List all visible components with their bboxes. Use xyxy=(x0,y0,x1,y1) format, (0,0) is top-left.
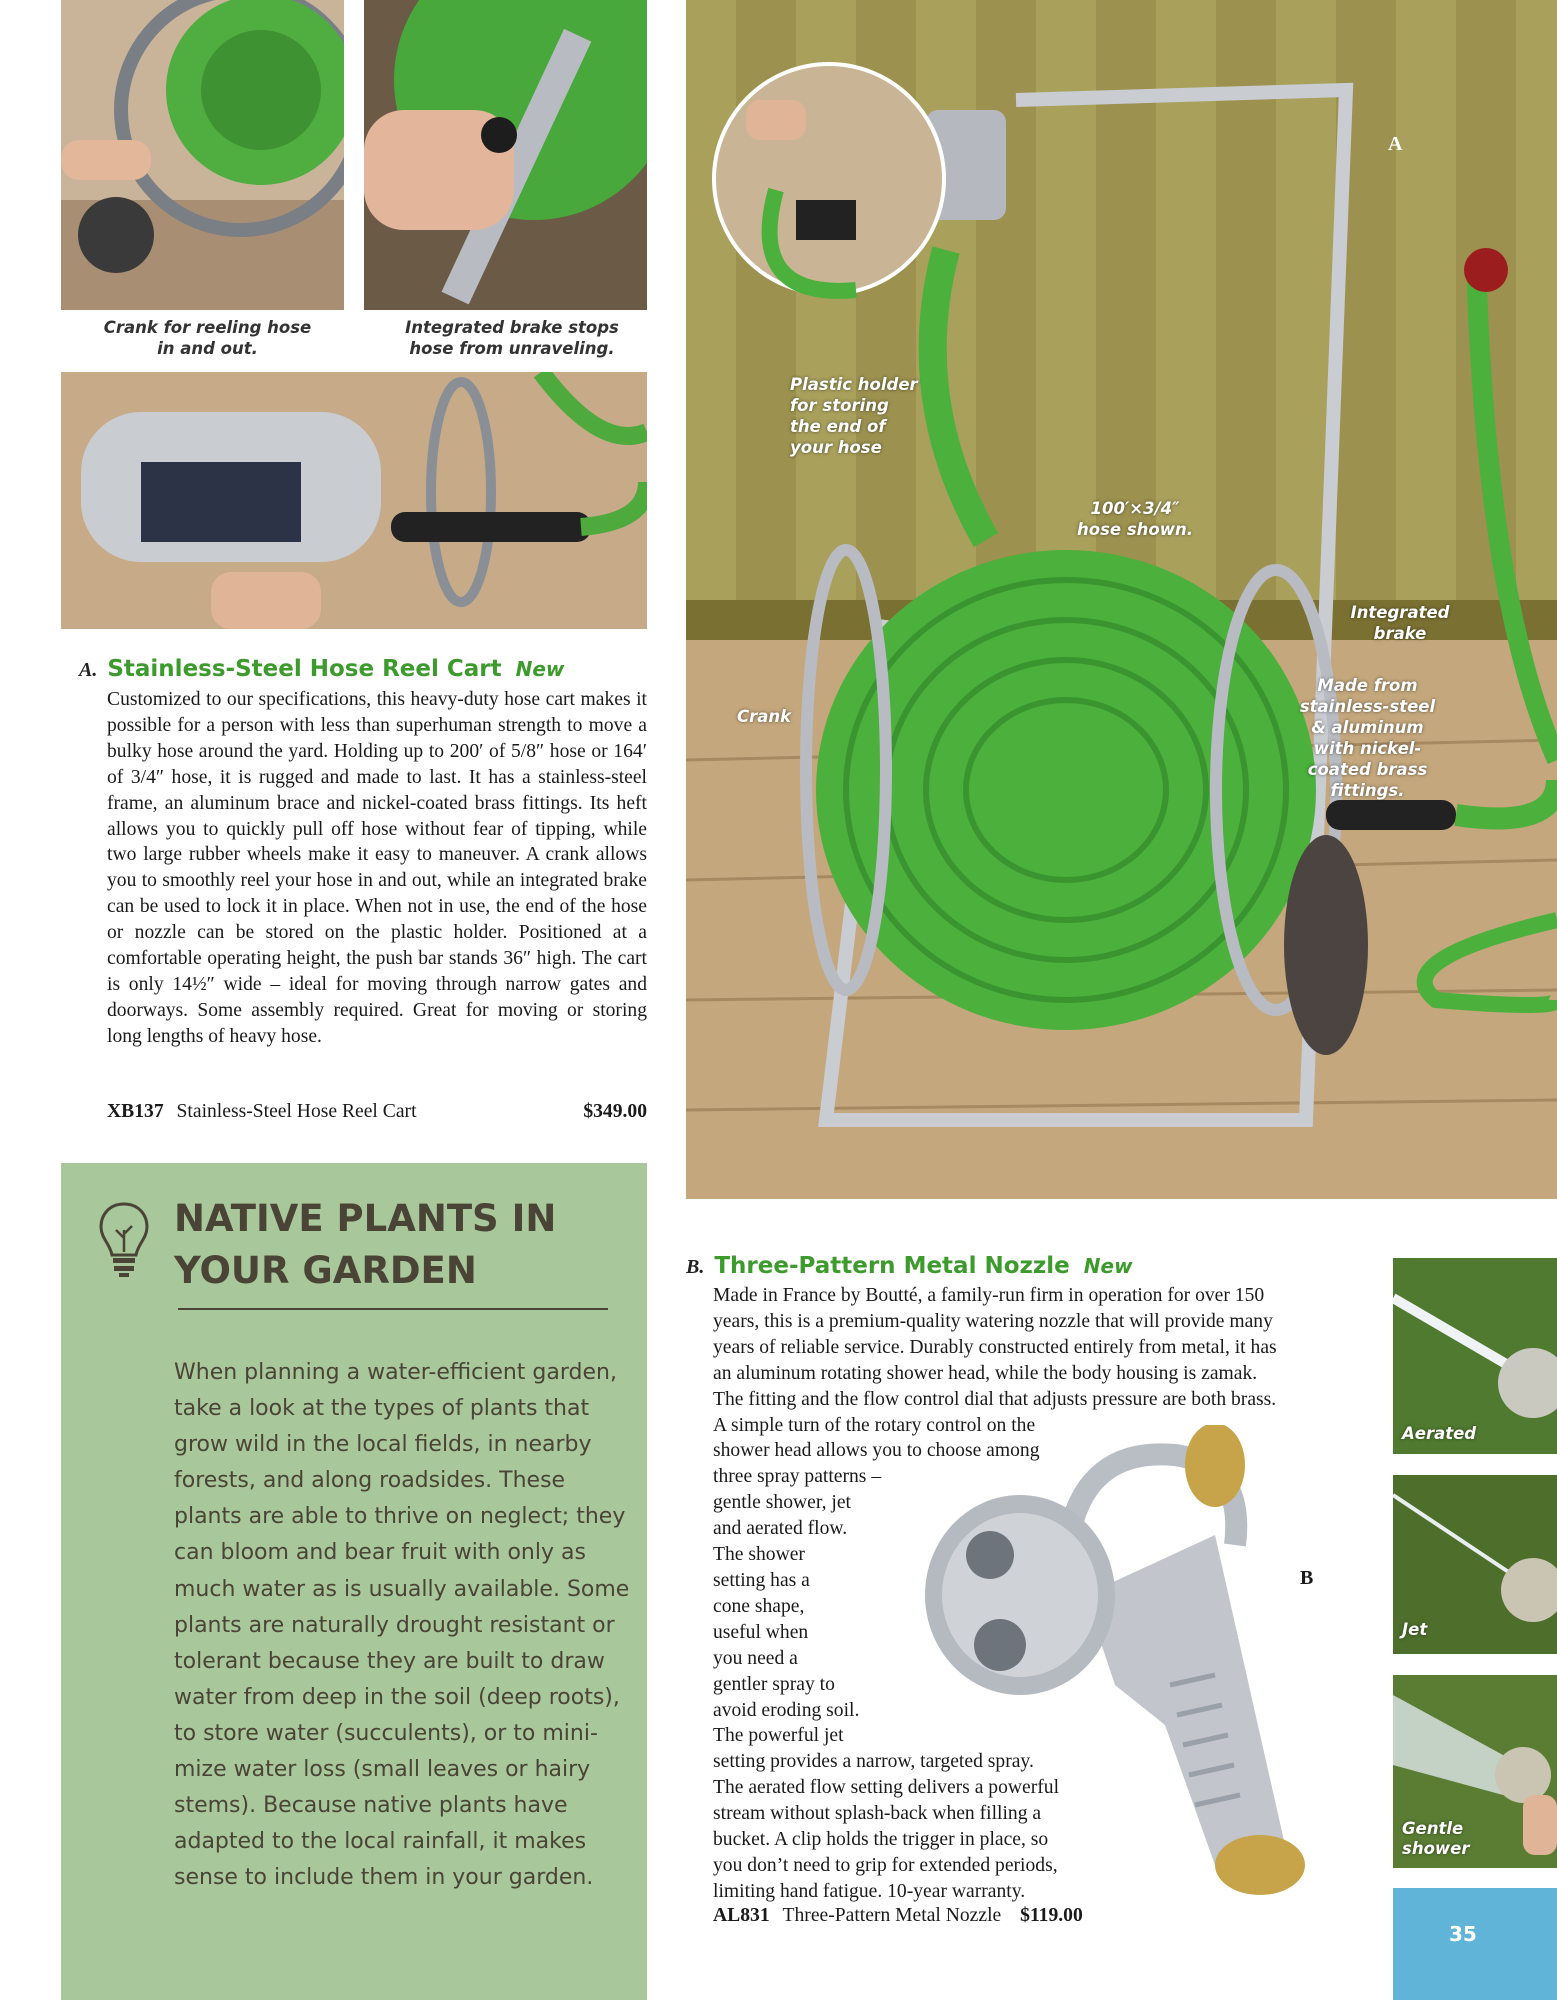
product-b-line: The fitting and the flow control dial that adjusts pressure are both brass. xyxy=(713,1388,1277,1410)
photo-mark-a: A xyxy=(1388,133,1403,155)
product-b-price: $119.00 xyxy=(1020,1905,1083,1926)
product-b-letter: B. xyxy=(686,1256,705,1278)
product-b-line: avoid eroding soil. xyxy=(713,1699,860,1721)
product-b-line: bucket. A clip holds the trigger in place, so xyxy=(713,1829,1049,1851)
product-b-line: A simple turn of the rotary control on the xyxy=(713,1414,1036,1436)
product-b-line: setting has a xyxy=(713,1569,810,1591)
product-a-title: Stainless-Steel Hose Reel Cart xyxy=(107,656,502,682)
callout-materials: Made from stainless-steel & aluminum with nickel-coated brass fittings. xyxy=(1299,676,1436,800)
product-b-line: stream without splash-back when filling a xyxy=(713,1803,1042,1825)
product-a-new-badge: New xyxy=(515,657,565,681)
sidebar-text: When planning a water-efficient garden, take a look at the types of plants that grow wild in the local fields, in nearby forests, and along roadsides. These plants are able to thrive on neglect; they can bloom and bear fruit with only as much water as is usually available. Some plants are naturally drought resistant or tolerant because they are built to draw water from deep in the soil (deep roots), to store water (succulents), or to mini-mize water loss (small leaves or hairy stems). Because native plants have adapted to the local rainfall, it makes sense to include them in your garden. xyxy=(174,1360,630,1891)
product-b-name: Three-Pattern Metal Nozzle xyxy=(782,1905,1002,1926)
sidebar-title: NATIVE PLANTS IN YOUR GARDEN xyxy=(174,1197,557,1292)
product-b-line: limiting hand fatigue. 10-year warranty. xyxy=(713,1880,1026,1902)
product-a-order-line xyxy=(107,1101,647,1123)
product-b-line: cone shape, xyxy=(713,1595,805,1617)
product-a-name: Stainless-Steel Hose Reel Cart xyxy=(176,1101,417,1122)
photo-reel-detail xyxy=(61,372,647,629)
thumb-aerated xyxy=(1393,1258,1557,1454)
photo-crank xyxy=(61,0,344,310)
product-b-line: an aluminum rotating shower head, while the body housing is zamak. xyxy=(713,1362,1258,1384)
product-b-new-badge: New xyxy=(1083,1254,1133,1278)
product-b-line: years of reliable service. Durably constructed entirely from metal, it has xyxy=(713,1336,1277,1358)
product-b-line: you need a xyxy=(713,1647,798,1669)
callout-integrated-brake: Integrated brake xyxy=(1350,603,1450,643)
product-a-sku: XB137 xyxy=(107,1101,164,1122)
product-b-line: and aerated flow. xyxy=(713,1518,848,1540)
photo-hose-reel-cart xyxy=(686,0,1557,1199)
thumb-gentle-shower xyxy=(1393,1675,1557,1868)
sidebar-divider xyxy=(178,1308,608,1310)
product-b-line: The shower xyxy=(713,1544,805,1566)
product-a-description xyxy=(107,687,647,1050)
thumb-aerated-label: Aerated xyxy=(1402,1424,1477,1443)
photo-mark-b: B xyxy=(1300,1567,1314,1589)
product-b-line: shower head allows you to choose among xyxy=(713,1440,1040,1462)
product-b-heading xyxy=(686,1253,1133,1279)
product-b-sku: AL831 xyxy=(713,1905,770,1926)
caption-brake: Integrated brake stops hose from unraveling. xyxy=(405,318,619,358)
product-b-title: Three-Pattern Metal Nozzle xyxy=(714,1253,1070,1279)
lightbulb-icon xyxy=(97,1200,151,1278)
product-a-heading xyxy=(79,656,564,682)
product-b-line: Made in France by Boutté, a family-run firm in operation for over 150 xyxy=(713,1285,1265,1306)
thumb-gentle-shower-label: Gentle shower xyxy=(1402,1819,1470,1858)
photo-brake xyxy=(364,0,647,310)
product-b-line: years, this is a premium-quality watering nozzle that will provide many xyxy=(713,1310,1273,1332)
product-a-letter: A. xyxy=(79,659,98,681)
thumb-jet xyxy=(1393,1475,1557,1654)
page-number: 35 xyxy=(1449,1922,1477,1946)
page-number-box xyxy=(1393,1888,1557,2000)
product-b-line: setting provides a narrow, targeted spray. xyxy=(713,1751,1034,1773)
product-b-line: useful when xyxy=(713,1621,809,1643)
product-a-description-text: Customized to our specifications, this heavy-duty hose cart makes it possible for a person with less than superhuman strength to move a bulky hose around the yard. Holding up to 200′ of 5/8″ hose or 164′ of 3/4″ hose, it is rugged and made to last. It has a stainless-steel frame, an aluminum brace and nickel-coated brass fittings. Its heft allows you to quickly pull off hose without fear of tipping, while two large rubber wheels make it easy to maneuver. A crank allows you to smoothly reel your hose in and out, while an integrated brake can be used to lock it in place. When not in use, the end of the hose or nozzle can be stored on the plastic holder. Positioned at a comfortable operating height, the push bar stands 36″ high. The cart is only 14½″ wide – ideal for moving through narrow gates and doorways. Some assembly required. Great for moving or storing long lengths of heavy hose. xyxy=(107,689,647,1047)
callout-hose-shown: 100′×3/4″ hose shown. xyxy=(1077,499,1193,539)
native-plants-sidebar xyxy=(61,1163,647,2000)
caption-crank: Crank for reeling hose in and out. xyxy=(103,318,312,358)
product-b-line: gentler spray to xyxy=(713,1673,835,1695)
product-b-order-line xyxy=(713,1905,1083,1927)
thumb-jet-label: Jet xyxy=(1402,1620,1428,1639)
product-b-line: The powerful jet xyxy=(713,1725,844,1747)
product-a-price: $349.00 xyxy=(583,1101,647,1122)
product-b-line: The aerated flow setting delivers a powerful xyxy=(713,1777,1060,1799)
callout-crank: Crank xyxy=(737,707,792,726)
product-b-line: you don’t need to grip for extended periods, xyxy=(713,1854,1058,1876)
product-b-description xyxy=(713,1283,1393,1905)
callout-plastic-holder: Plastic holder for storing the end of your hose xyxy=(790,375,918,457)
product-b-line: three spray patterns – xyxy=(713,1466,882,1488)
product-b-line: gentle shower, jet xyxy=(713,1492,851,1514)
